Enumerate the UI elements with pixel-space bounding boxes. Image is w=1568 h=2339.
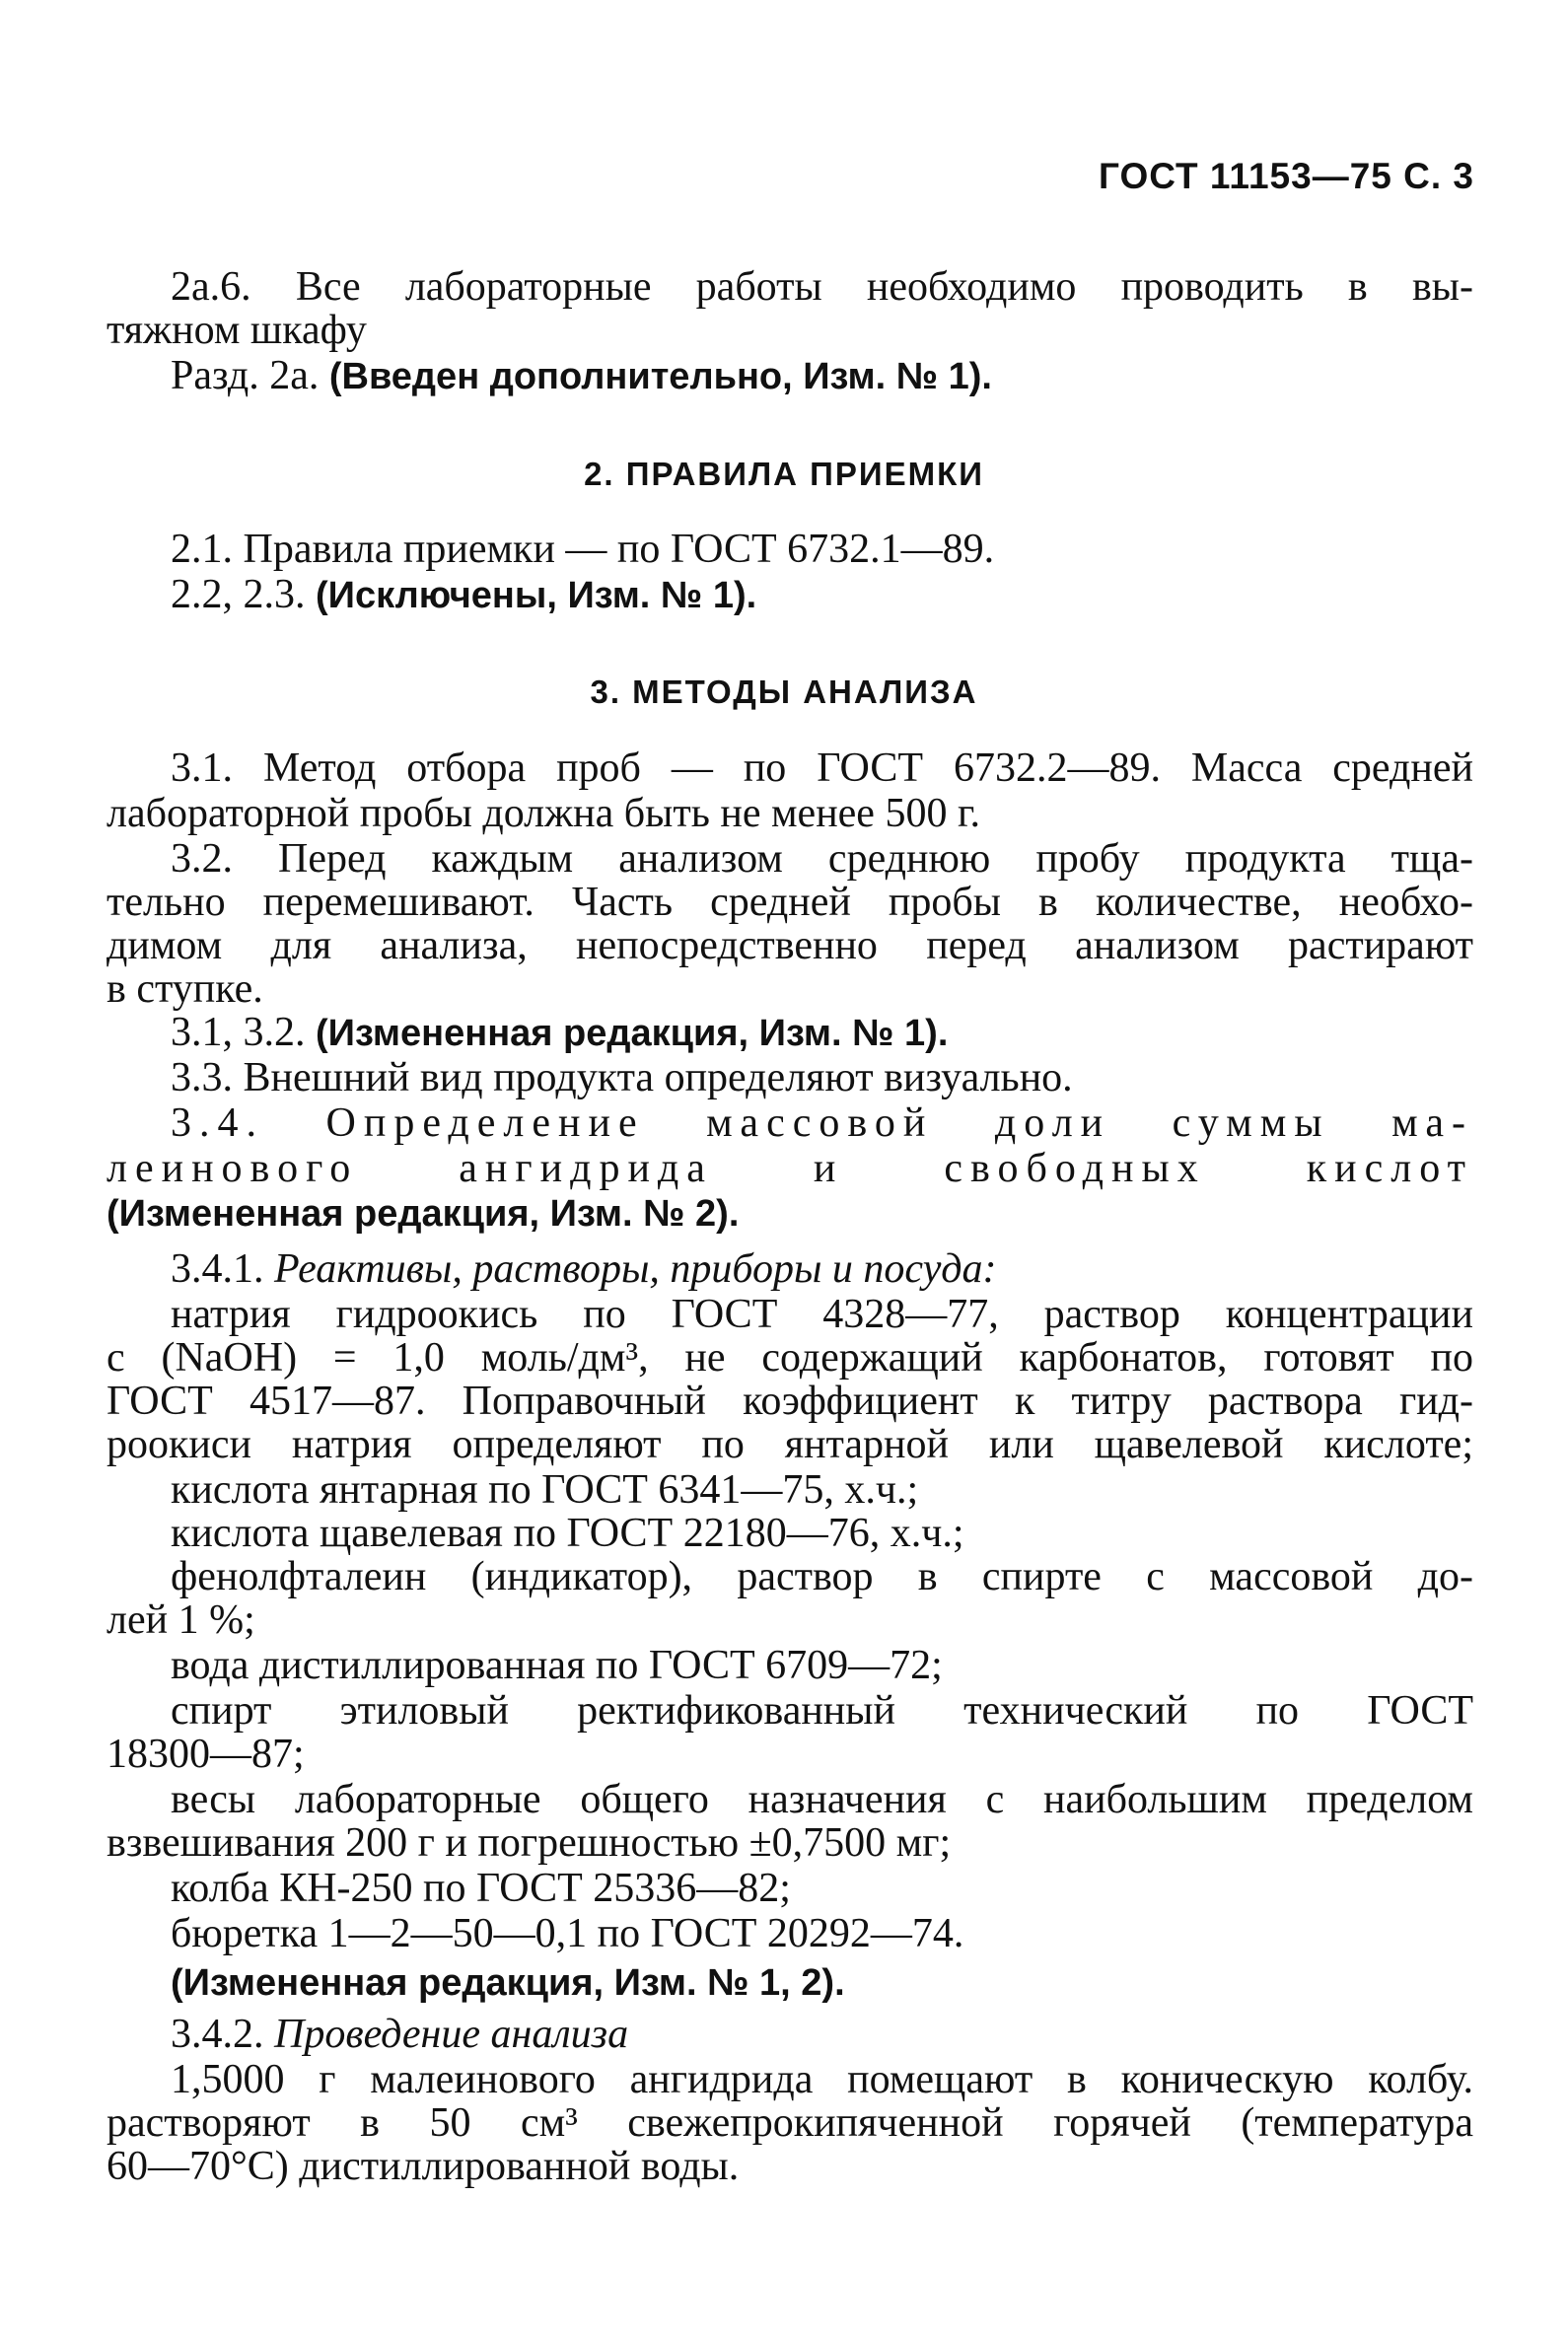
reagent-line: кислота янтарная по ГОСТ 6341—75, х.ч.; [171, 1467, 919, 1513]
reagent-line: вода дистиллированная по ГОСТ 6709—72; [171, 1643, 943, 1688]
reagent-line: спирт этиловый ректификованный технический по ГОСТ [171, 1688, 1473, 1734]
running-head: ГОСТ 11153—75 С. 3 [1098, 156, 1474, 196]
paragraph-2a6-line2: тяжном шкафу [107, 308, 367, 353]
item-number: 3.4.2. [171, 2012, 264, 2057]
analysis-line: 1,5000 г малеинового ангидрида помещают в коническую колбу. [171, 2057, 1473, 2102]
reagent-line: колба КН-250 по ГОСТ 25336—82; [171, 1866, 791, 1911]
note-text: (Введен дополнительно, Изм. № 1). [328, 356, 992, 397]
paragraph-3-2-line1: 3.2. Перед каждым анализом среднюю пробу продукта тща- [171, 836, 1473, 882]
amendment-note-2a [171, 353, 1473, 399]
reagent-line: с (NaOH) = 1,0 моль/дм³, не содержащий карбонатов, готовят по [107, 1335, 1473, 1381]
reagent-line: бюретка 1—2—50—0,1 по ГОСТ 20292—74. [171, 1911, 964, 1956]
note-prefix: 2.2, 2.3. [171, 572, 306, 617]
reagent-line: 18300—87; [107, 1732, 305, 1777]
paragraph-3-4-1-title [171, 1246, 1473, 1292]
paragraph-3-4-line2: леинового ангидрида и свободных кислот [107, 1146, 1473, 1191]
paragraph-3-2-line3: димом для анализа, непосредственно перед анализом растирают [107, 923, 1473, 968]
paragraph-3-2-line4: в ступке. [107, 966, 263, 1012]
reagent-line: кислота щавелевая по ГОСТ 22180—76, х.ч.; [171, 1511, 964, 1556]
item-number: 3.4.1. [171, 1246, 264, 1292]
section-heading-2: 2. ПРАВИЛА ПРИЕМКИ [584, 456, 984, 492]
analysis-line: растворяют в 50 см³ свежепрокипяченной горячей (температура [107, 2100, 1473, 2146]
item-title: Реактивы, растворы, приборы и посуда: [274, 1246, 997, 1292]
paragraph-2-2-2-3 [171, 572, 1473, 618]
note-text: (Исключены, Изм. № 1). [316, 575, 757, 616]
note-text: (Измененная редакция, Изм. № 1). [316, 1013, 949, 1054]
analysis-line: 60—70°С) дистиллированной воды. [107, 2144, 740, 2189]
paragraph-2a6-line1: 2а.6. Все лабораторные работы необходимо проводить в вы- [171, 264, 1473, 310]
item-title: Проведение анализа [274, 2012, 629, 2057]
note-prefix: 3.1, 3.2. [171, 1010, 306, 1055]
paragraph-2-1: 2.1. Правила приемки — по ГОСТ 6732.1—89. [171, 527, 995, 572]
paragraph-3-1-line1: 3.1. Метод отбора проб — по ГОСТ 6732.2—89. Масса средней [171, 745, 1473, 791]
reagent-line: лей 1 %; [107, 1597, 255, 1643]
paragraph-3-4-2-title [171, 2012, 1473, 2057]
amendment-note-3-1-3-2 [171, 1010, 1473, 1056]
paragraph-3-3: 3.3. Внешний вид продукта определяют визуально. [171, 1055, 1073, 1100]
amendment-note-3-4-1: (Измененная редакция, Изм. № 1, 2). [171, 1962, 845, 2004]
reagent-line: фенолфталеин (индикатор), раствор в спирте с массовой до- [171, 1554, 1473, 1599]
paragraph-3-4-line1: 3.4. Определение массовой доли суммы ма- [171, 1100, 1473, 1146]
reagent-line: ГОСТ 4517—87. Поправочный коэффициент к титру раствора гид- [107, 1379, 1473, 1424]
paragraph-3-2-line2: тельно перемешивают. Часть средней пробы в количестве, необхо- [107, 880, 1473, 925]
paragraph-3-1-line2: лабораторной пробы должна быть не менее 500 г. [107, 791, 980, 836]
section-heading-3: 3. МЕТОДЫ АНАЛИЗА [590, 673, 978, 710]
note-prefix: Разд. 2а. [171, 353, 320, 398]
reagent-line: натрия гидроокись по ГОСТ 4328—77, раствор концентрации [171, 1292, 1473, 1337]
reagent-line: весы лабораторные общего назначения с наибольшим пределом [171, 1777, 1473, 1822]
amendment-note-3-4: (Измененная редакция, Изм. № 2). [107, 1193, 740, 1235]
reagent-line: роокиси натрия определяют по янтарной или щавелевой кислоте; [107, 1422, 1473, 1467]
reagent-line: взвешивания 200 г и погрешностью ±0,7500 мг; [107, 1820, 952, 1866]
